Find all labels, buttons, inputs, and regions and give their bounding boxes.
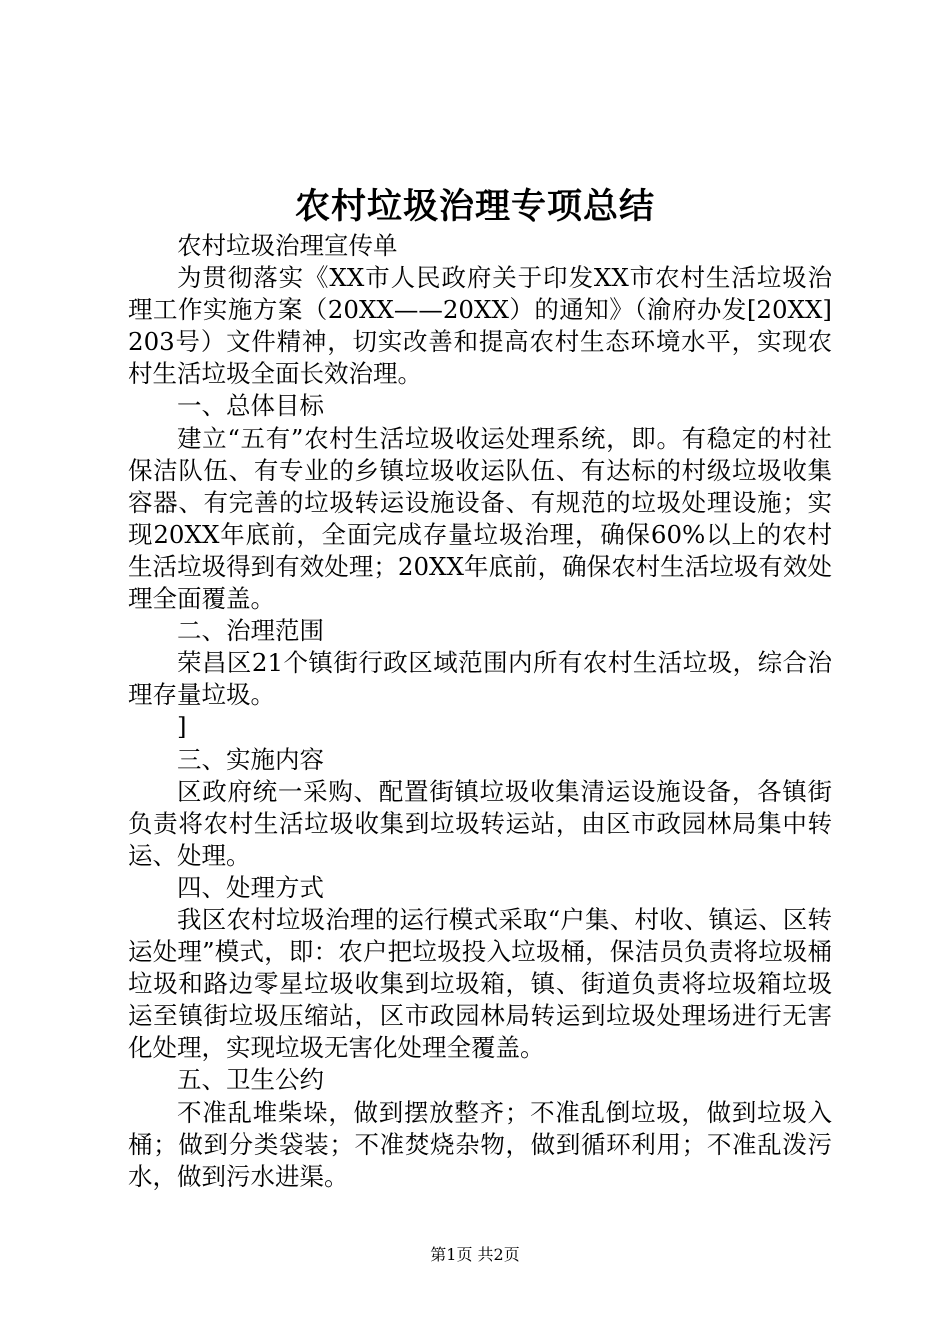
section-heading-scope: 二、治理范围: [177, 616, 324, 646]
section-heading-method: 四、处理方式: [177, 872, 324, 902]
paragraph-implementation: 区政府统一采购、配置街镇垃圾收集清运设施设备，各镇街负责将农村生活垃圾收集到垃圾转运站，由区市政园林局集中转运、处理。: [128, 776, 832, 870]
document-body: [128, 230, 832, 1193]
page-footer: 第1页 共2页: [430, 1245, 520, 1264]
section-heading-convention: 五、卫生公约: [177, 1065, 324, 1095]
paragraph-leaflet-heading: 农村垃圾治理宣传单: [177, 231, 398, 260]
section-heading-implementation: 三、实施内容: [177, 744, 324, 774]
paragraph-intro: 为贯彻落实《XX市人民政府关于印发XX市农村生活垃圾治理工作实施方案（20XX——20XX）的通知》（渝府办发[20XX]203号）文件精神，切实改善和提高农村生态环境水平，实现农村生活垃圾全面长效治理。: [128, 263, 832, 389]
paragraph-scope: 荣昌区21个镇街行政区域范围内所有农村生活垃圾，综合治理存量垃圾。: [128, 648, 832, 710]
paragraph-method: 我区农村垃圾治理的运行模式采取“户集、村收、镇运、区转运处理”模式，即：农户把垃圾投入垃圾桶，保洁员负责将垃圾桶垃圾和路边零星垃圾收集到垃圾箱，镇、街道负责将垃圾箱垃圾运至镇街垃圾压缩站，区市政园林局转运到垃圾处理场进行无害化处理，实现垃圾无害化处理全覆盖。: [128, 904, 832, 1063]
stray-bracket: ]: [177, 712, 187, 742]
section-heading-goals: 一、总体目标: [177, 391, 324, 421]
paragraph-convention: 不准乱堆柴垛，做到摆放整齐；不准乱倒垃圾，做到垃圾入桶；做到分类袋装；不准焚烧杂物，做到循环利用；不准乱泼污水，做到污水进渠。: [128, 1097, 832, 1191]
document-title: 农村垃圾治理专项总结: [294, 186, 655, 227]
paragraph-goals: 建立“五有”农村生活垃圾收运处理系统，即。有稳定的村社保洁队伍、有专业的乡镇垃圾收运队伍、有达标的村级垃圾收集容器、有完善的垃圾转运设施设备、有规范的垃圾处理设施；实现20XX年底前，全面完成存量垃圾治理，确保60%以上的农村生活垃圾得到有效处理；20XX年底前，确保农村生活垃圾有效处理全面覆盖。: [128, 423, 832, 614]
